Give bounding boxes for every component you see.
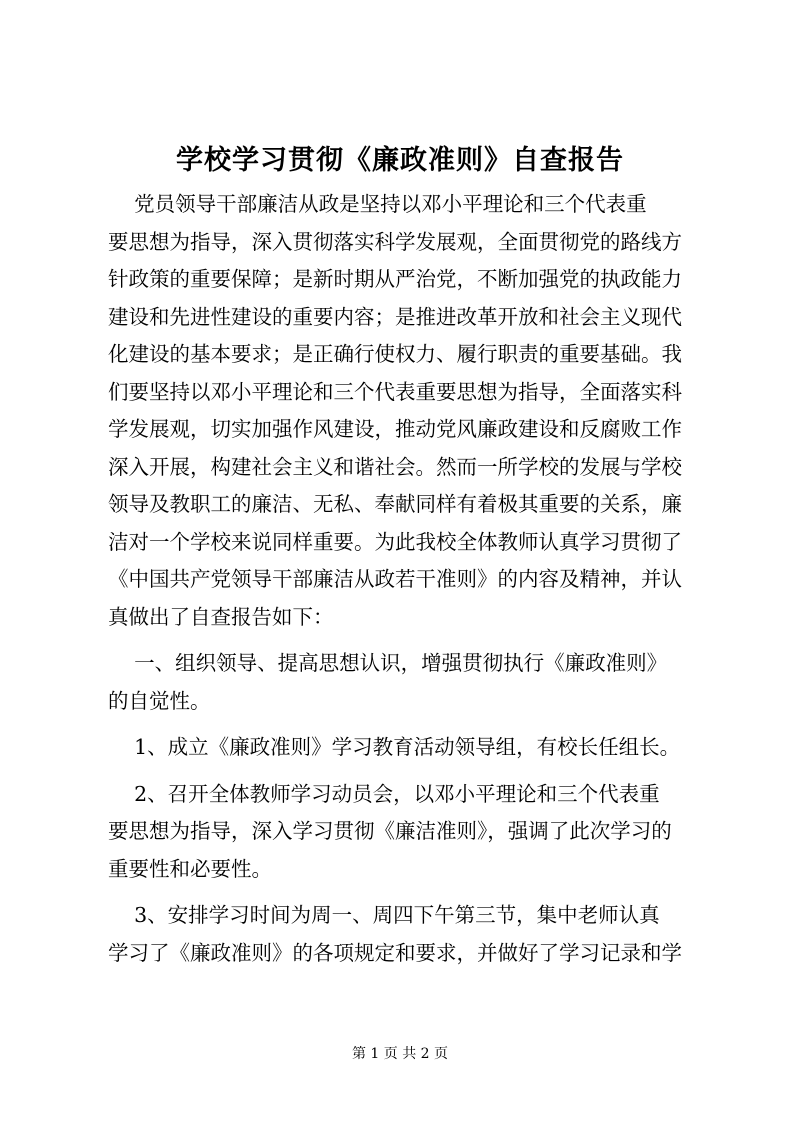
paragraph-line: 化建设的基本要求；是正确行使权力、履行职责的重要基础。我	[108, 342, 682, 366]
paragraph-line: 们要坚持以邓小平理论和三个代表重要思想为指导，全面落实科	[108, 379, 682, 404]
paragraph-line: 一、组织领导、提高思想认识，增强贯彻执行《廉政准则》	[108, 651, 668, 675]
paragraph-line: 的自觉性。	[108, 688, 211, 713]
page-footer: 第 1 页 共 2 页	[351, 1046, 449, 1062]
paragraph-line: 《中国共产党领导干部廉洁从政若干准则》的内容及精神，并认	[108, 567, 682, 591]
paragraph-line: 要思想为指导，深入学习贯彻《廉洁准则》，强调了此次学习的	[108, 819, 672, 843]
paragraph-line: 3、安排学习时间为周一、周四下午第三节，集中老师认真	[108, 903, 660, 927]
paragraph-item-1	[108, 729, 696, 767]
paragraph-line: 洁对一个学校来说同样重要。为此我校全体教师认真学习贯彻了	[108, 529, 682, 554]
paragraph-item-2	[108, 776, 696, 889]
paragraph-line: 重要性和必要性。	[108, 856, 272, 881]
document-title: 学校学习贯彻《廉政准则》自查报告	[176, 145, 624, 176]
paragraph-line: 学发展观，切实加强作风建设，推动党风廉政建设和反腐败工作	[108, 417, 682, 441]
paragraph-line: 真做出了自查报告如下：	[108, 604, 334, 629]
paragraph-line: 党员领导干部廉洁从政是坚持以邓小平理论和三个代表重	[108, 192, 647, 216]
paragraph-line: 深入开展，构建社会主义和谐社会。然而一所学校的发展与学校	[108, 454, 682, 479]
paragraph-line: 学习了《廉政准则》的各项规定和要求，并做好了学习记录和学	[108, 940, 682, 965]
document-body	[108, 186, 696, 972]
paragraph-line: 针政策的重要保障；是新时期从严治党，不断加强党的执政能力	[108, 267, 682, 291]
paragraph-intro	[108, 186, 696, 636]
paragraph-item-3	[108, 897, 696, 972]
paragraph-line: 领导及教职工的廉洁、无私、奉献同样有着极其重要的关系，廉	[108, 492, 682, 516]
paragraph-line: 建设和先进性建设的重要内容；是推进改革开放和社会主义现代	[108, 304, 682, 329]
paragraph-line: 2、召开全体教师学习动员会，以邓小平理论和三个代表重	[108, 781, 660, 806]
paragraph-line: 1、成立《廉政准则》学习教育活动领导组，有校长任组长。	[108, 735, 681, 759]
paragraph-section-one	[108, 645, 696, 720]
paragraph-line: 要思想为指导，深入贯彻落实科学发展观，全面贯彻党的路线方	[108, 229, 682, 254]
